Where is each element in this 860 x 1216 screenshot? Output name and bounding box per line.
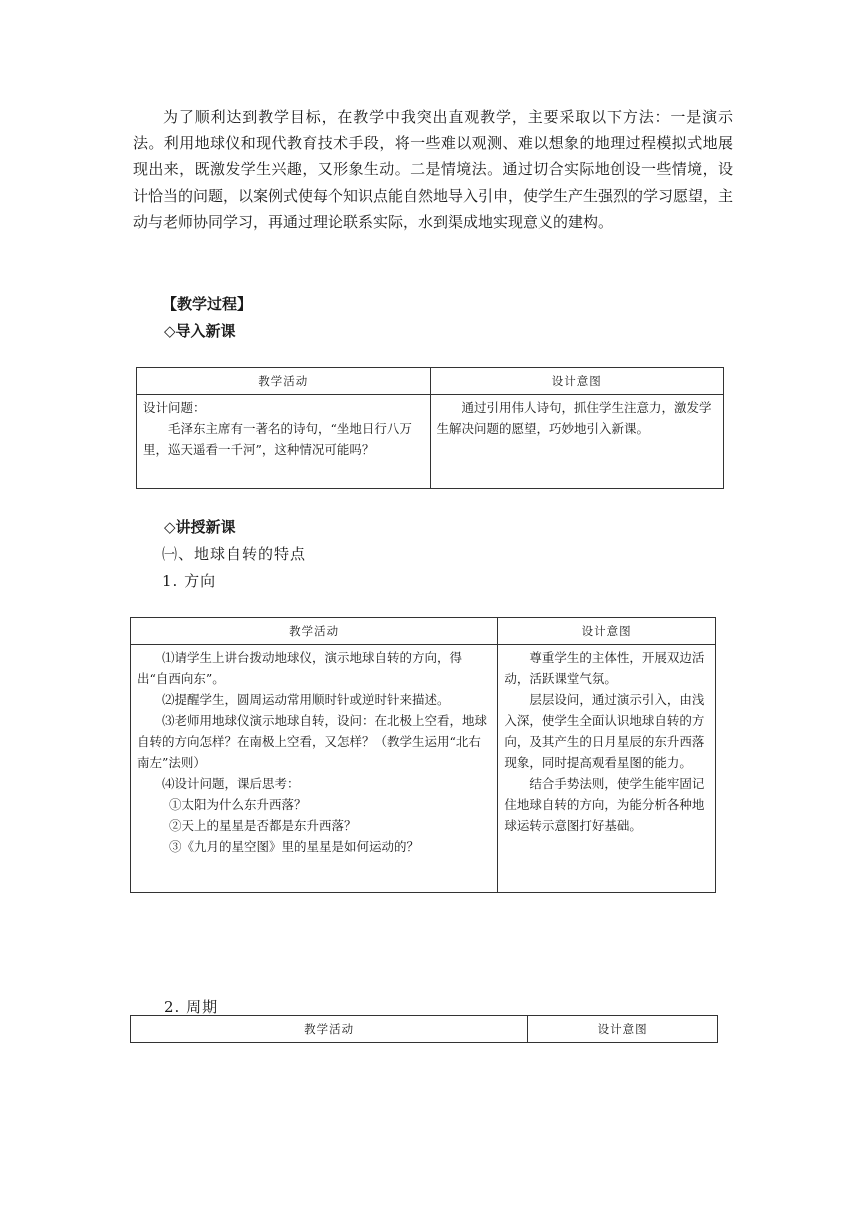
section-intro-heading: ◇导入新课 <box>164 322 236 340</box>
question-item: ③《九月的星空图》里的星星是如何运动的？ <box>169 839 420 854</box>
activity-item: ⑵提醒学生，圆周运动常用顺时针或逆时针来描述。 <box>162 692 450 707</box>
col-header-intent: 设计意图 <box>498 618 716 645</box>
method-demo: 演示法 <box>133 108 733 153</box>
period-table <box>130 1015 718 1043</box>
intent-cell <box>430 395 724 489</box>
intro-text-3: 。通过切合实际地创设一些情境，设计恰当的问题，以案例式使每个知识点能自然地导入引申，使学生产生强烈的学习愿望，主动与老师协同学习，再通过理论联系实际，水到渠成地实现意义的建构。 <box>133 160 734 231</box>
intent-item: 尊重学生的主体性，开展双边活动，活跃课堂气氛。 <box>504 650 705 686</box>
col-header-activity: 教学活动 <box>137 368 431 395</box>
intent-item: 层层设问，通过演示引入，由浅入深，使学生全面认识地球自转的方向，及其产生的日月星辰的东升西落现象，同时提高观看星图的能力。 <box>504 692 705 770</box>
activity-item: ⑷设计问题，课后思考： <box>162 776 300 791</box>
intro-paragraph <box>133 104 733 235</box>
activity-title: 设计问题： <box>143 400 206 415</box>
activity-cell <box>131 645 498 893</box>
teaching-process-heading: 【教学过程】 <box>162 295 253 313</box>
activity-body: 毛泽东主席有一著名的诗句，“坐地日行八万里，巡天遥看一千河”，这种情况可能吗？ <box>143 421 412 457</box>
question-item: ①太阳为什么东升西落？ <box>169 797 307 812</box>
intro-text-1: 为了顺利达到教学目标，在教学中我突出直观教学，主要采取以下方法：一是 <box>163 108 703 126</box>
intent-text: 通过引用伟人诗句，抓住学生注意力，激发学生解决问题的愿望，巧妙地引入新课。 <box>436 400 712 436</box>
intro-text-2: 。利用地球仪和现代教育技术手段，将一些难以观测、难以想象的地理过程模拟式地展现出来，既激发学生兴趣，又形象生动。二是 <box>133 134 733 179</box>
method-situation: 情境法 <box>440 160 488 179</box>
subsection-direction: 1. 方向 <box>162 572 217 590</box>
activity-cell <box>137 395 431 489</box>
subsection-period: 2. 周期 <box>164 998 219 1016</box>
col-header-intent: 设计意图 <box>430 368 724 395</box>
col-header-activity: 教学活动 <box>131 1016 528 1043</box>
intent-cell <box>498 645 716 893</box>
activity-item: ⑶老师用地球仪演示地球自转，设问：在北极上空看，地球自转的方向怎样？在南极上空看，又怎样？（教学生运用“北右南左”法则） <box>137 713 488 770</box>
activity-item: ⑴请学生上讲台拨动地球仪，演示地球自转的方向，得出“自西向东”。 <box>137 650 463 686</box>
subsection-rotation-features: ㈠、地球自转的特点 <box>162 545 307 563</box>
section-lecture-heading: ◇讲授新课 <box>164 518 236 536</box>
direction-table <box>130 617 716 893</box>
intent-item: 结合手势法则，使学生能牢固记住地球自转的方向，为能分析各种地球运转示意图打好基础。 <box>504 776 705 833</box>
col-header-intent: 设计意图 <box>528 1016 718 1043</box>
col-header-activity: 教学活动 <box>131 618 498 645</box>
question-item: ②天上的星星是否都是东升西落？ <box>169 818 357 833</box>
intro-table <box>136 367 724 489</box>
